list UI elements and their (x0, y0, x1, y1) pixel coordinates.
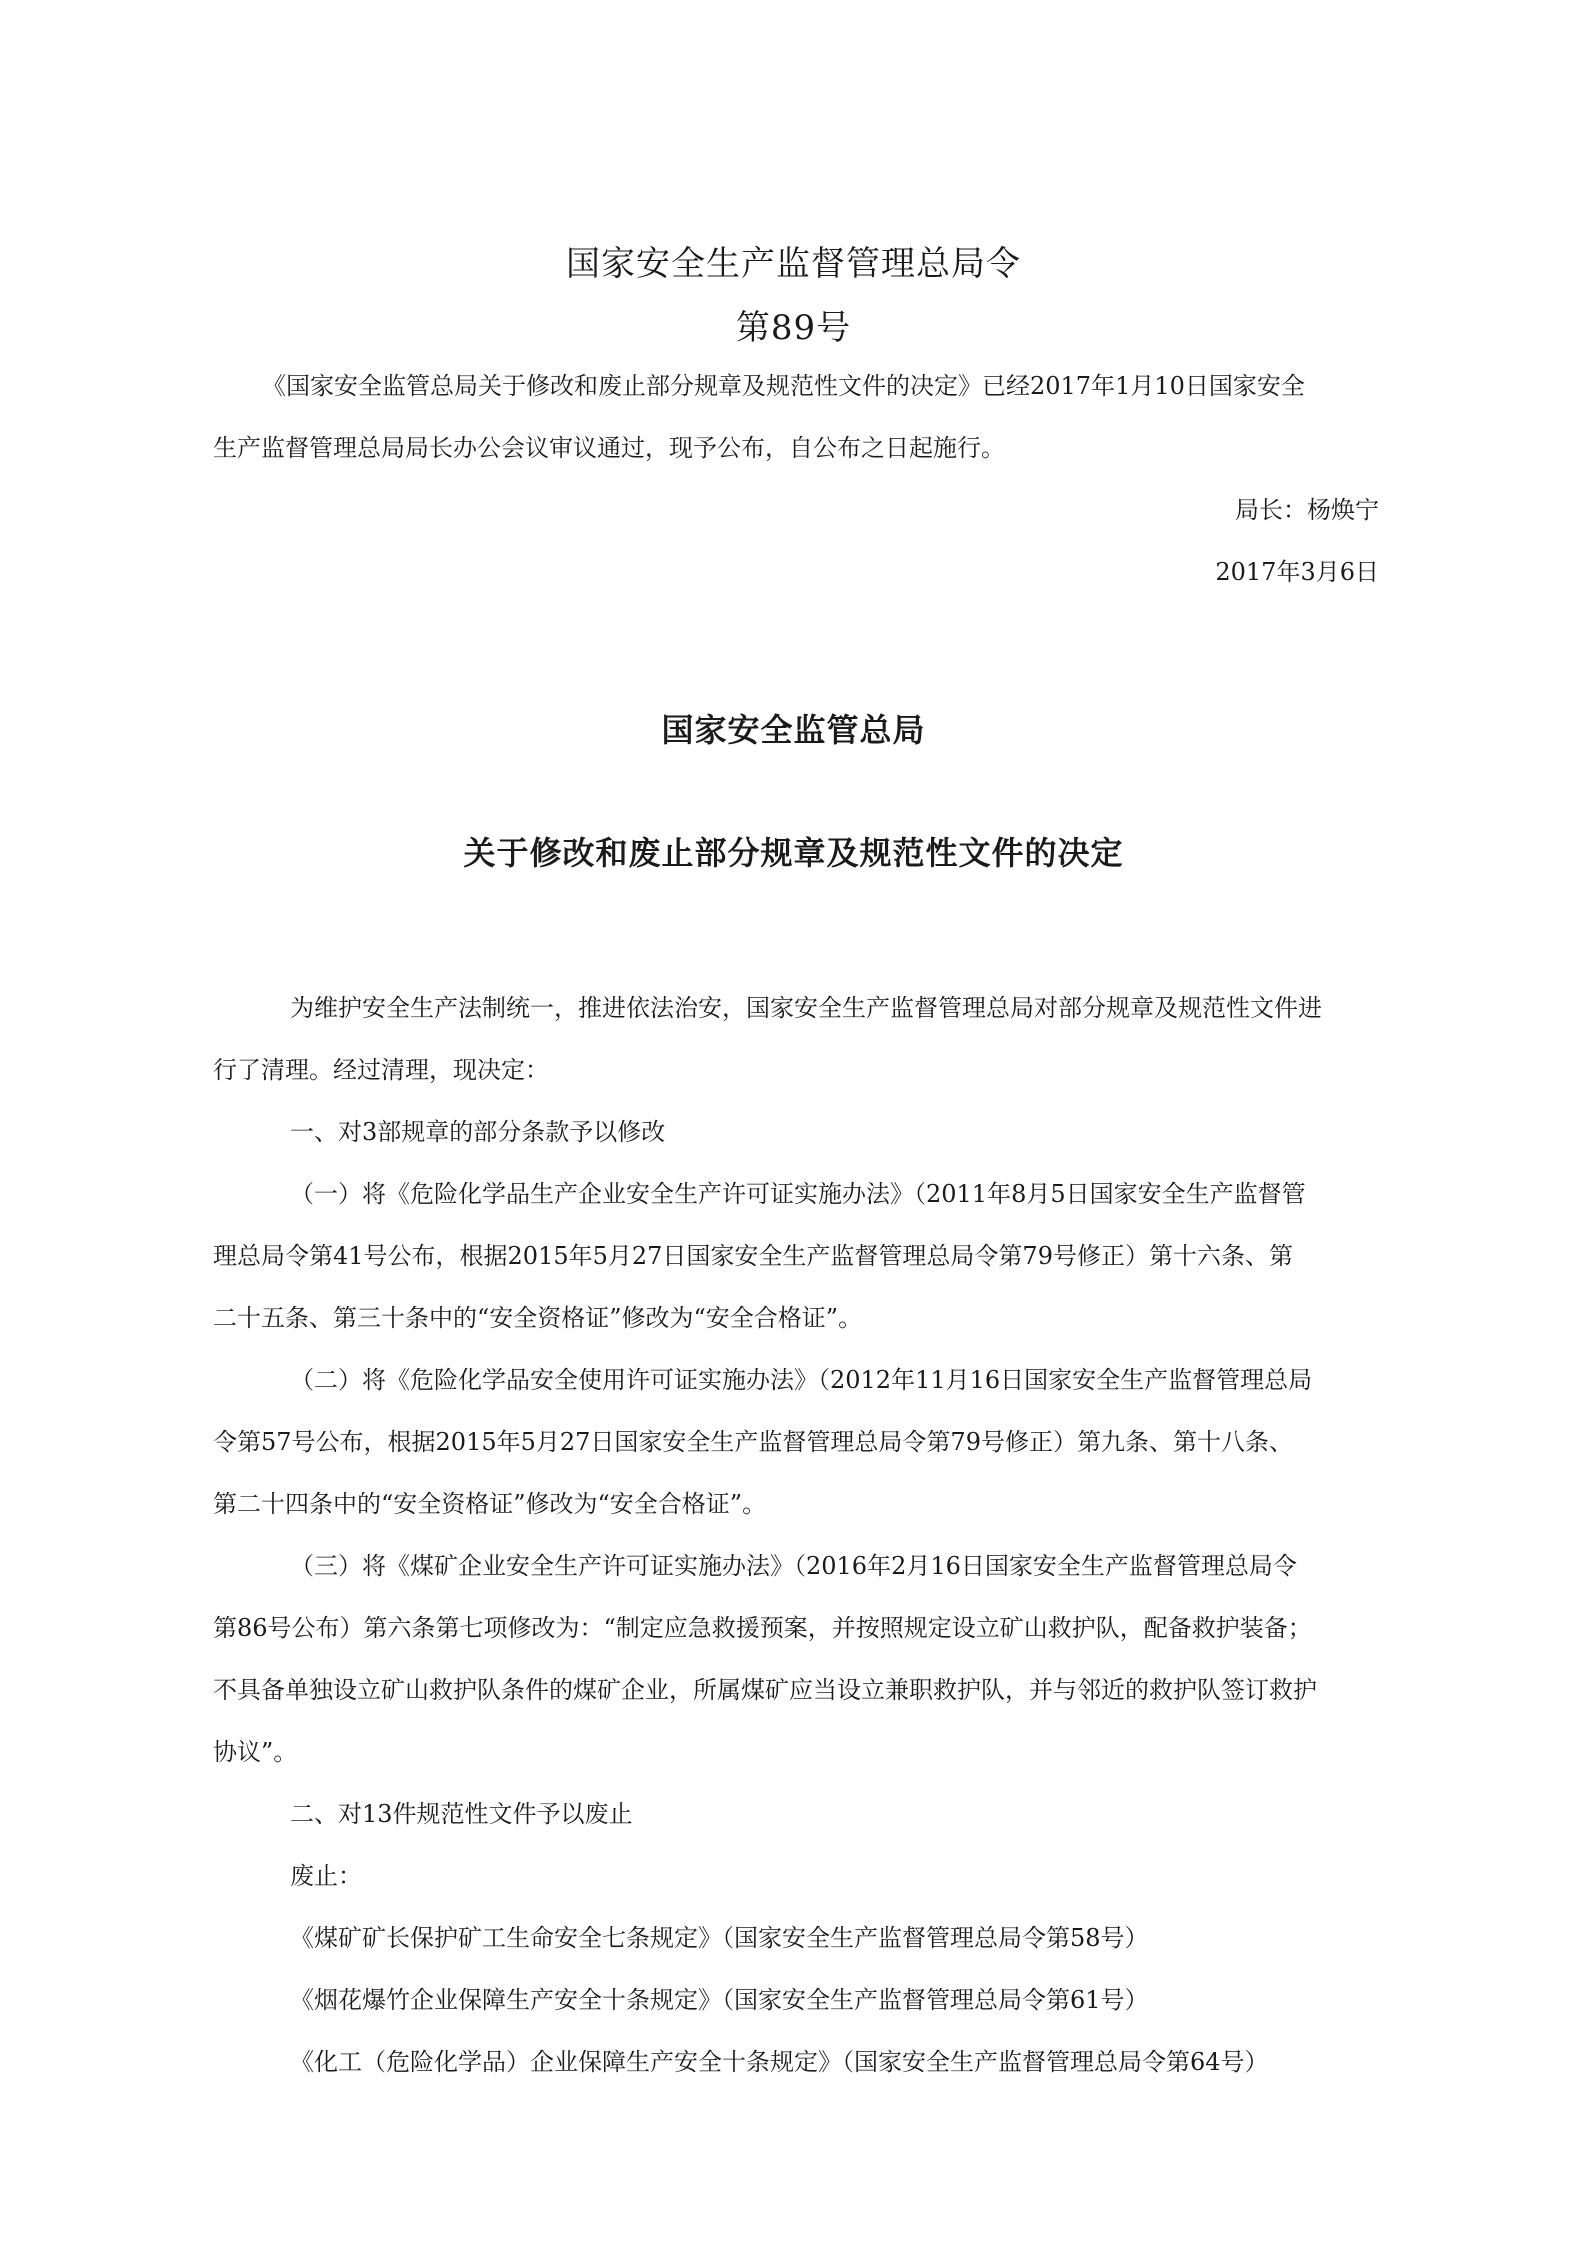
order-number: 第89号 (735, 308, 852, 348)
order-title: 国家安全生产监督管理总局令 (566, 244, 1021, 284)
intro-line-2: 行了清理。经过清理，现决定： (213, 1056, 549, 1084)
item-3-line-3: 不具备单独设立矿山救护队条件的煤矿企业，所属煤矿应当设立兼职救护队，并与邻近的救护队签订救护 (213, 1676, 1317, 1704)
item-1-line-1: （一）将《危险化学品生产企业安全生产许可证实施办法》（2011年8月5日国家安全生产监督管 (290, 1180, 1306, 1208)
decision-heading-issuer: 国家安全监管总局 (661, 711, 926, 749)
item-2-line-2: 令第57号公布，根据2015年5月27日国家安全生产监督管理总局令第79号修正）第九条、第十八条、 (213, 1428, 1293, 1456)
repeal-label: 废止： (290, 1862, 362, 1890)
item-1-line-2: 理总局令第41号公布，根据2015年5月27日国家安全生产监督管理总局令第79号修正）第十六条、第 (213, 1242, 1293, 1270)
announcement-line-2: 生产监督管理总局局长办公会议审议通过，现予公布，自公布之日起施行。 (213, 434, 1005, 462)
item-3-line-4: 协议”。 (213, 1738, 298, 1766)
announcement-line-1: 《国家安全监管总局关于修改和废止部分规章及规范性文件的决定》已经2017年1月10日国家安全 (262, 372, 1305, 400)
intro-line-1: 为维护安全生产法制统一，推进依法治安，国家安全生产监督管理总局对部分规章及规范性文件进 (290, 994, 1322, 1022)
section-heading-repeal: 二、对13件规范性文件予以废止 (290, 1800, 633, 1828)
signatory: 局长：杨焕宁 (1235, 496, 1379, 524)
item-3-line-1: （三）将《煤矿企业安全生产许可证实施办法》（2016年2月16日国家安全生产监督管理总局令 (290, 1552, 1297, 1580)
item-1-line-3: 二十五条、第三十条中的“安全资格证”修改为“安全合格证”。 (213, 1304, 863, 1332)
section-heading-amend: 一、对3部规章的部分条款予以修改 (290, 1118, 666, 1146)
order-date: 2017年3月6日 (1215, 558, 1379, 586)
decision-heading-title: 关于修改和废止部分规章及规范性文件的决定 (463, 834, 1124, 872)
repealed-item: 《化工（危险化学品）企业保障生产安全十条规定》（国家安全生产监督管理总局令第64号） (290, 2048, 1269, 2076)
repealed-item: 《煤矿矿长保护矿工生命安全七条规定》（国家安全生产监督管理总局令第58号） (290, 1924, 1149, 1952)
item-2-line-1: （二）将《危险化学品安全使用许可证实施办法》（2012年11月16日国家安全生产监督管理总局 (290, 1366, 1313, 1394)
item-3-line-2: 第86号公布）第六条第七项修改为：“制定应急救援预案，并按照规定设立矿山救护队，配备救护装备； (213, 1614, 1312, 1642)
item-2-line-3: 第二十四条中的“安全资格证”修改为“安全合格证”。 (213, 1490, 767, 1518)
repealed-item: 《烟花爆竹企业保障生产安全十条规定》（国家安全生产监督管理总局令第61号） (290, 1986, 1149, 2014)
